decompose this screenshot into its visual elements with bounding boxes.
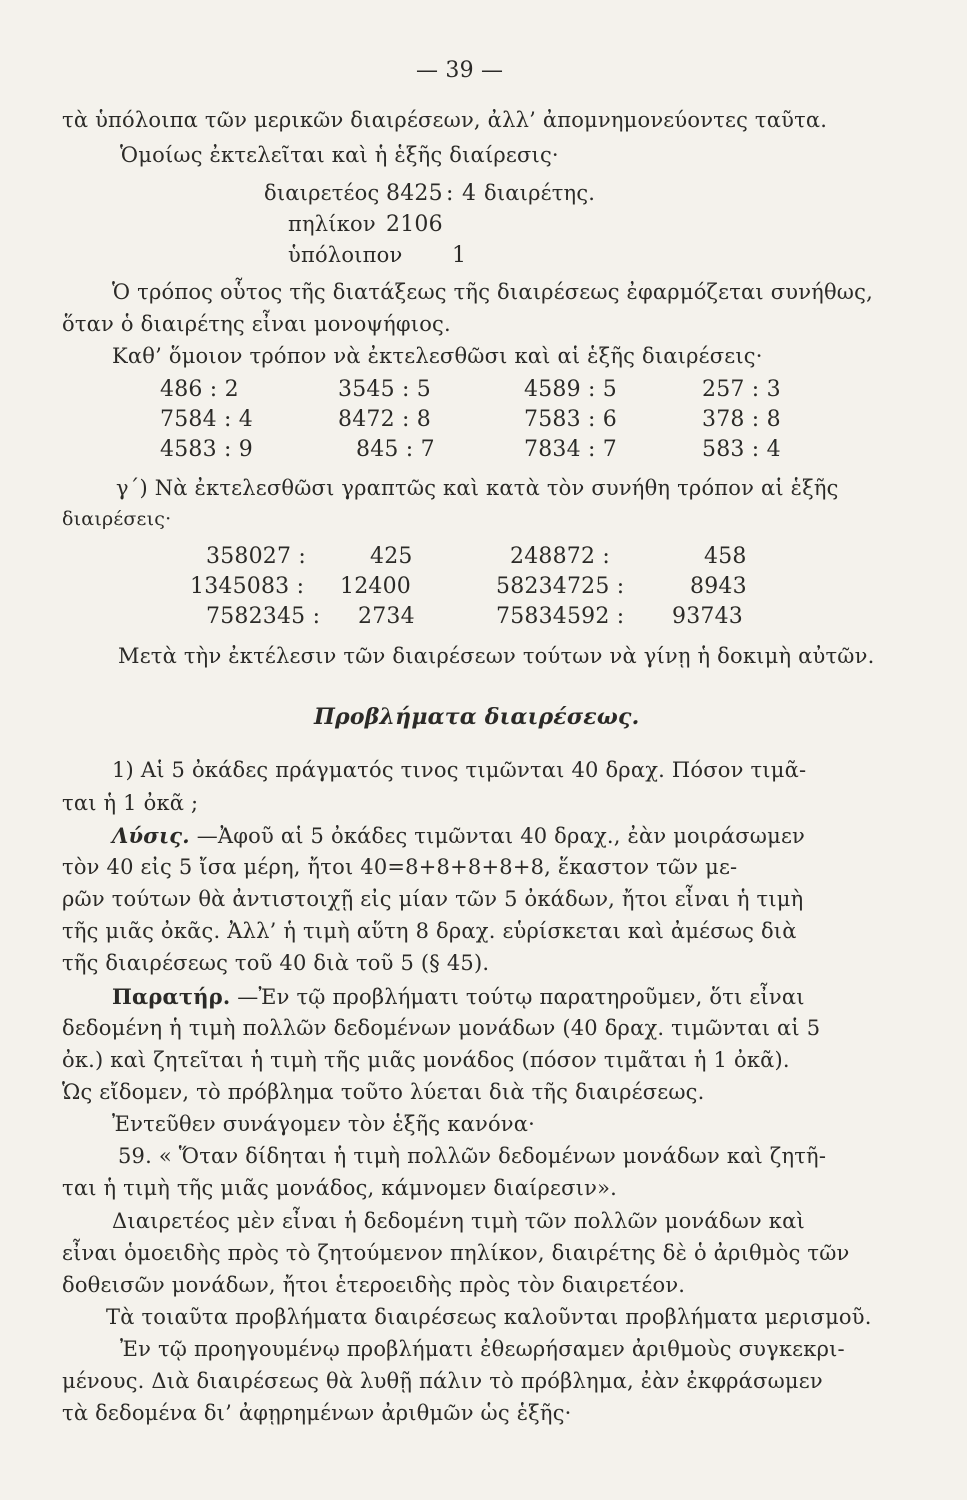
solution-line-2: τὸν 40 εἰς 5 ἴσα μέρη, ἤτοι 40=8+8+8+8+8, ἕκαστον τῶν με- bbox=[62, 855, 738, 879]
solution-line-4: τῆς μιᾶς ὀκᾶς. Ἀλλ’ ἡ τιμὴ αὕτη 8 δραχ. εὑρίσκεται καὶ ἀμέσως διὰ bbox=[62, 919, 797, 943]
problem-1-line-1: 1) Αἱ 5 ὀκάδες πράγματός τινος τιμῶνται 40 δραχ. Πόσον τιμᾶ- bbox=[112, 758, 807, 782]
example-quotient: 2106 bbox=[386, 212, 443, 237]
remark-line-3: ὀκ.) καὶ ζητεῖται ἡ τιμὴ τῆς μιᾶς μονάδος (πόσον τιμᾶται ἡ 1 ὀκᾶ). bbox=[62, 1048, 790, 1072]
exercise-a-cell: 257 : 3 bbox=[702, 377, 781, 402]
remark-line-2: δεδομένη ἡ τιμὴ πολλῶν δεδομένων μονάδων (40 δραχ. τιμῶνται αἱ 5 bbox=[62, 1016, 821, 1040]
exercise-b-cell: 58234725 : bbox=[496, 574, 625, 599]
para-last-line-4: Τὰ τοιαῦτα προβλήματα διαιρέσεως καλοῦνται προβλήματα μερισμοῦ. bbox=[106, 1305, 872, 1329]
exercise-a-cell: 486 : 2 bbox=[160, 377, 239, 402]
solution-label: Λύσις. bbox=[112, 823, 190, 848]
exercise-a-cell: 7834 : 7 bbox=[524, 437, 617, 462]
example-sep: : bbox=[446, 181, 454, 206]
exercise-a-cell: 3545 : 5 bbox=[338, 377, 431, 402]
para-last-line-1: Διαιρετέος μὲν εἶναι ἡ δεδομένη τιμὴ τῶν πολλῶν μονάδων καὶ bbox=[112, 1209, 805, 1233]
example-remainder: 1 bbox=[452, 243, 467, 268]
exercise-b-cell: 425 bbox=[370, 544, 413, 569]
remark-line-5: Ἐντεῦθεν συνάγομεν τὸν ἑξῆς κανόνα· bbox=[112, 1112, 536, 1136]
exercise-a-cell: 8472 : 8 bbox=[338, 407, 431, 432]
example-quotient-label: πηλίκον bbox=[288, 212, 376, 236]
intro-line-1: τὰ ὑπόλοιπα τῶν μερικῶν διαιρέσεων, ἀλλ’ ἀπομνημονεύοντες ταῦτα. bbox=[62, 108, 828, 132]
exercise-b-cell: 1345083 : bbox=[190, 574, 305, 599]
page-number: — 39 — bbox=[416, 58, 504, 83]
remark-label: Παρατήρ. bbox=[112, 984, 231, 1009]
example-remainder-label: ὑπόλοιπον bbox=[288, 243, 403, 267]
exercise-b-cell: 8943 bbox=[690, 574, 747, 599]
rule-59-line-2: ται ἡ τιμὴ τῆς μιᾶς μονάδος, κάμνομεν διαίρεσιν». bbox=[62, 1176, 618, 1200]
rule-59-line-1: 59. « Ὅταν δίδηται ἡ τιμὴ πολλῶν δεδομένων μονάδων καὶ ζητῆ- bbox=[118, 1144, 827, 1168]
exercise-b-cell: 7582345 : bbox=[206, 604, 321, 629]
remark-text: —Ἐν τῷ προβλήματι τούτῳ παρατηροῦμεν, ὅτι εἶναι bbox=[237, 985, 805, 1009]
exercise-b-cell: 75834592 : bbox=[496, 604, 625, 629]
remark-line-4: Ὡς εἴδομεν, τὸ πρόβλημα τοῦτο λύεται διὰ τῆς διαιρέσεως. bbox=[62, 1080, 705, 1104]
exercise-b-cell: 93743 bbox=[672, 604, 743, 629]
remark-line-1 bbox=[112, 986, 805, 1008]
para-last-line-3: δοθεισῶν μονάδων, ἤτοι ἑτεροειδὴς πρὸς τὸν διαιρετέον. bbox=[62, 1273, 686, 1297]
exercise-a-cell: 4589 : 5 bbox=[524, 377, 617, 402]
exercise-b-cell: 458 bbox=[704, 544, 747, 569]
solution-line-5: τῆς διαιρέσεως τοῦ 40 διὰ τοῦ 5 (§ 45). bbox=[62, 951, 490, 975]
example-dividend: 8425 bbox=[386, 181, 443, 206]
para-last-line-2: εἶναι ὁμοειδὴς πρὸς τὸ ζητούμενον πηλίκον, διαιρέτης δὲ ὁ ἀριθμὸς τῶν bbox=[62, 1241, 850, 1265]
exercise-a-cell: 7584 : 4 bbox=[160, 407, 253, 432]
example-divisor: 4 bbox=[462, 181, 477, 206]
exercise-b-cell: 358027 : bbox=[206, 544, 306, 569]
para-g-line-1: γ΄) Νὰ ἐκτελεσθῶσι γραπτῶς καὶ κατὰ τὸν συνήθη τρόπον αἱ ἑξῆς bbox=[116, 476, 839, 500]
exercise-b-cell: 248872 : bbox=[510, 544, 610, 569]
solution-text: —Ἀφοῦ αἱ 5 ὀκάδες τιμῶνται 40 δραχ., ἐὰν μοιράσωμεν bbox=[196, 824, 806, 848]
para1-line-3: Καθ’ ὅμοιον τρόπον νὰ ἐκτελεσθῶσι καὶ αἱ ἑξῆς διαιρέσεις· bbox=[112, 344, 763, 368]
exercise-a-cell: 583 : 4 bbox=[702, 437, 781, 462]
exercise-a-cell: 378 : 8 bbox=[702, 407, 781, 432]
solution-line-3: ρῶν τούτων θὰ ἀντιστοιχῇ εἰς μίαν τῶν 5 ὀκάδων, ἤτοι εἶναι ἡ τιμὴ bbox=[62, 887, 804, 911]
example-dividend-label: διαιρετέος bbox=[264, 181, 380, 205]
exercise-a-cell: 7583 : 6 bbox=[524, 407, 617, 432]
section-title: Προβλήματα διαιρέσεως. bbox=[314, 704, 640, 730]
exercise-a-cell: 4583 : 9 bbox=[160, 437, 253, 462]
exercise-a-cell: 845 : 7 bbox=[356, 437, 435, 462]
para-last-line-7: τὰ δεδομένα δι’ ἀφῃρημένων ἀριθμῶν ὡς ἑξῆς· bbox=[62, 1401, 572, 1425]
exercise-b-cell: 2734 bbox=[358, 604, 415, 629]
solution-line-1 bbox=[112, 825, 805, 847]
para1-line-1: Ὁ τρόπος οὗτος τῆς διατάξεως τῆς διαιρέσεως ἐφαρμόζεται συνήθως, bbox=[112, 280, 873, 304]
example-divisor-label: διαιρέτης. bbox=[484, 181, 596, 205]
exercise-b-cell: 12400 bbox=[340, 574, 411, 599]
para-last-line-6: μένους. Διὰ διαιρέσεως θὰ λυθῇ πάλιν τὸ πρόβλημα, ἐὰν ἐκφράσωμεν bbox=[62, 1369, 823, 1393]
problem-1-line-2: ται ἡ 1 ὀκᾶ ; bbox=[62, 791, 199, 815]
para-last-line-5: Ἐν τῷ προηγουμένῳ προβλήματι ἐθεωρήσαμεν ἀριθμοὺς συγκεκρι- bbox=[120, 1337, 845, 1361]
para1-line-2: ὅταν ὁ διαιρέτης εἶναι μονοψήφιος. bbox=[62, 312, 451, 336]
para-g-line-2: διαιρέσεις· bbox=[62, 508, 172, 530]
intro-line-2: Ὁμοίως ἐκτελεῖται καὶ ἡ ἑξῆς διαίρεσις· bbox=[120, 143, 559, 167]
after-exercises-text: Μετὰ τὴν ἐκτέλεσιν τῶν διαιρέσεων τούτων νὰ γίνῃ ἡ δοκιμὴ αὐτῶν. bbox=[118, 644, 875, 668]
